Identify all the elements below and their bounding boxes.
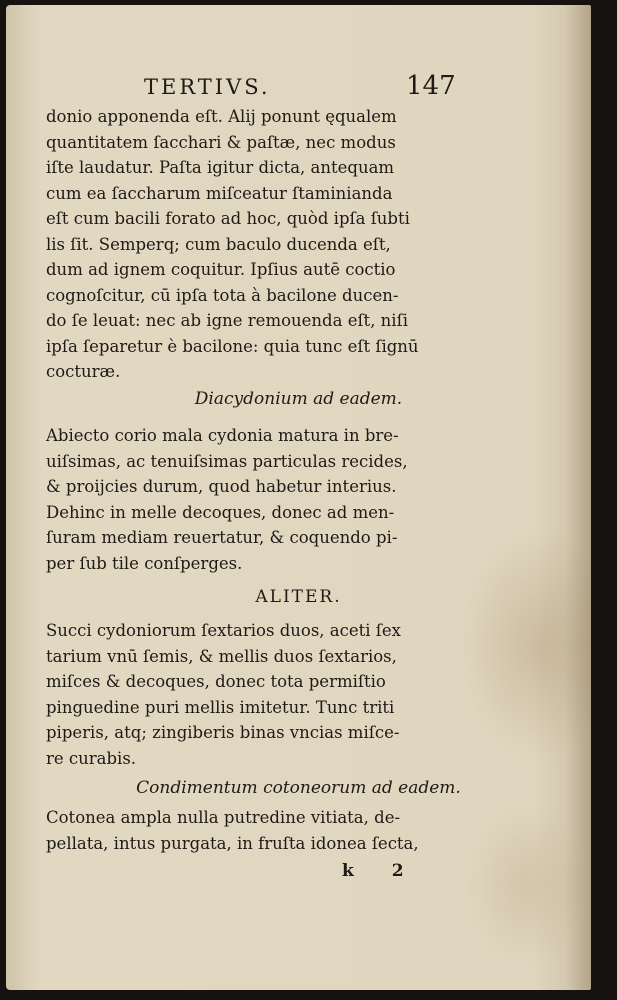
text-line: uiſsimas, ac tenuiſsimas particulas recides,: [46, 451, 408, 471]
text-line: donio apponenda eſt. Alij ponunt ęqualem: [46, 107, 397, 126]
text-line: tarium vnū ſemis, & mellis duos ſextarios,: [46, 646, 397, 666]
page-header: [6, 71, 591, 105]
page-edge-shadow: [565, 5, 591, 990]
text-line: miſces & decoques, donec tota permiſtio: [46, 672, 386, 691]
text-line: per ſub tile conſperges.: [46, 553, 243, 573]
text-line: piperis, atq; zingiberis binas vncias miſce-: [46, 723, 400, 742]
text-line: iſte laudatur. Paſta igitur dicta, antequam: [46, 158, 395, 177]
text-line: & proijcies durum, quod habetur interius.: [46, 477, 397, 496]
paragraph-condimentum: [46, 805, 461, 856]
signature-mark: k 2: [342, 861, 420, 881]
paragraph-aliter: [46, 618, 461, 771]
paragraph-continued: [46, 104, 461, 385]
text-line: do ſe leuat: nec ab igne remouenda eſt, niſi: [46, 311, 408, 330]
text-line: re curabis.: [46, 748, 137, 768]
text-line: Abiecto corio mala cydonia matura in bre-: [46, 426, 399, 445]
text-line: cum ea ſaccharum miſceatur ſtaminianda: [46, 183, 393, 203]
book-page: [6, 5, 591, 990]
text-line: Dehinc in melle decoques, donec ad men-: [46, 502, 395, 522]
text-line: dum ad ignem coquitur. Ipſius autē coctio: [46, 260, 396, 279]
text-line: cognoſcitur, cū ipſa tota à bacilone ducen-: [46, 285, 399, 305]
text-line: eſt cum bacili forato ad hoc, quòd ipſa ſubti: [46, 209, 410, 228]
section-heading-aliter: ALITER.: [255, 587, 342, 607]
text-line: pellata, intus purgata, in fruſta idonea ſecta,: [46, 833, 419, 853]
text-line: cocturæ.: [46, 362, 121, 381]
page-number: 147: [406, 71, 456, 101]
running-title: TERTIVS.: [144, 75, 271, 99]
paragraph-diacydonium: [46, 423, 461, 576]
text-line: ſuram mediam reuertatur, & coquendo pi-: [46, 528, 398, 547]
text-line: lis ſit. Semperq; cum baculo ducenda eſt,: [46, 234, 391, 254]
section-heading-condimentum: Condimentum cotoneorum ad eadem.: [136, 778, 461, 798]
text-line: quantitatem ſacchari & paſtæ, nec modus: [46, 132, 396, 152]
text-line: Succi cydoniorum ſextarios duos, aceti ſex: [46, 621, 401, 640]
section-heading-diacydonium: Diacydonium ad eadem.: [194, 389, 403, 409]
text-line: pinguedine puri mellis imitetur. Tunc triti: [46, 697, 395, 717]
text-line: Cotonea ampla nulla putredine vitiata, de-: [46, 808, 401, 827]
text-line: ipſa ſeparetur è bacilone: quia tunc eſt ſignū: [46, 336, 419, 356]
